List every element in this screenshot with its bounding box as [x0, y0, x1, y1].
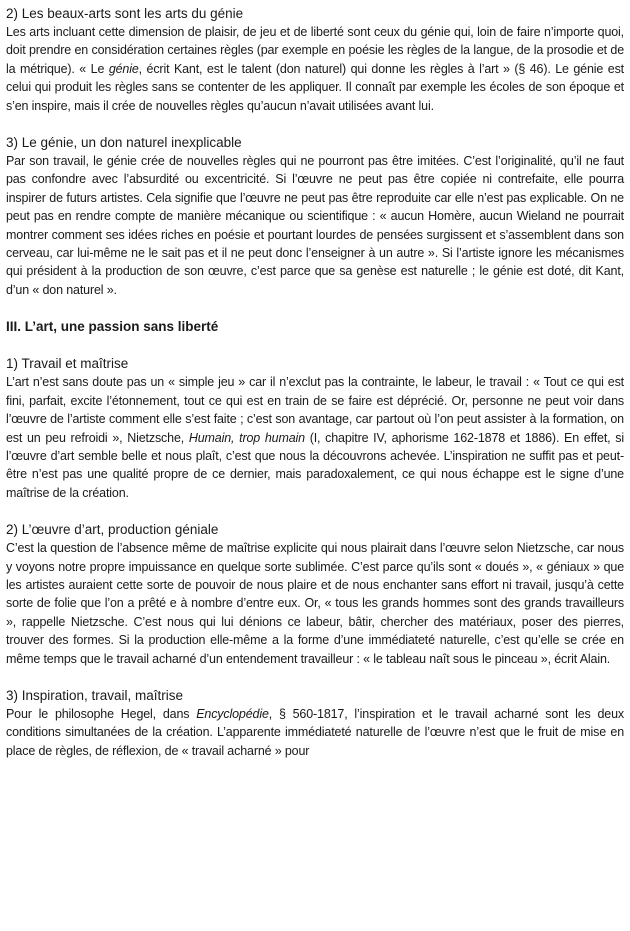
section-paragraph: [6, 23, 624, 115]
text-run: , § 560-1817, l’inspiration et le travail acharné sont les deux conditions simultanées de la création. L’apparente immédiateté naturelle de l’œuvre n’est que le fruit de mise en place de règles, de réflexion, de « travail acharné » pour: [6, 706, 624, 758]
text-run-italic: génie: [108, 61, 139, 76]
section-heading: 2) L’œuvre d’art, production géniale: [6, 522, 219, 538]
section-oeuvre-geniale: [6, 521, 624, 668]
section-heading: 3) Inspiration, travail, maîtrise: [6, 687, 184, 703]
part-heading-iii: [6, 318, 624, 336]
section-paragraph: [6, 152, 624, 299]
text-run: Pour le philosophe Hegel, dans: [6, 706, 197, 721]
text-run-italic: Humain, trop humain: [188, 430, 305, 445]
section-heading: 2) Les beaux-arts sont les arts du génie: [6, 6, 244, 21]
text-run: Les arts incluant cette dimension de plaisir, de jeu et de liberté sont ceux du génie qui, loin de faire n’importe quoi, doit prendre en considération certaines règles (par exemple en poésie les règles de la langue, de la prosodie et de la métrique). « Le: [6, 25, 624, 76]
text-run-italic: Encyclopédie: [196, 706, 269, 721]
section-genie-don-naturel: [6, 134, 624, 299]
text-run: Par son travail, le génie crée de nouvelles règles qui ne pourront pas être imitées. C’est l’originalité, qu’il ne faut pas confondre avec l’absurdité ou excentricité. Si l’œuvre ne peut pas être copiée ni contrefaite, elle pourra inspirer de futurs artistes. Cela signifie que l’œuvre ne peut pas être reproduite car elle n’est pas explicable. On ne peut pas en rendre compte de manière mécanique ou scientifique : « aucun Homère, aucun Wieland ne pourrait montrer comment ses idées riches en poésie et pourtant lourdes de pensées surgissent et s’assemblent dans son cerveau, car lui-même ne le sait pas et il ne peut donc l’enseigner à un autre ». Si l’artiste ignore les mécanismes qui président à la production de son œuvre, c’est parce que sa genèse est naturelle ; le génie est doté, dit Kant, d’un « don naturel ».: [6, 154, 624, 297]
part-title: III. L’art, une passion sans liberté: [6, 319, 219, 335]
text-run: C’est la question de l’absence même de maîtrise explicite qui nous plairait dans l’œuvre selon Nietzsche, car nous y voyons notre propre impuissance en quelque sorte sublimée. C’est parce qu’ils sont « doués », « géniaux » que les artistes auraient cette sorte de pouvoir de nous plaire et de nous enchanter sans effort ni travail, jusqu’à cette sorte de folie que l’on a prêté e à nombre d’entre eux. Or, « tous les grands hommes sont des grands travailleurs », rappelle Nietzsche. C’est nous qui lui dénions ce labeur, bâtir, chercher des matériaux, poser des pierres, trouver des formes. Si la production elle-même a la forme d’une immédiateté naturelle, c’est qu’elle se crée en même temps que le travail acharné d’un entendement travailleur : « le tableau naît sous le pinceau », écrit Alain.: [6, 541, 624, 666]
text-run: (I, chapitre IV, aphorisme 162-1878 et 1886). En effet, si l’œuvre d’art semble belle et nous plaît, c’est que nous la découvrons achevée. L’inspiration ne suffit pas et peut-être n’est pas une qualité propre de ce dernier, mais paradoxalement, ce qui nous échappe est le signe d’une maîtrise de la création.: [6, 430, 624, 500]
section-heading: 3) Le génie, un don naturel inexplicable: [6, 135, 242, 151]
section-travail-maitrise: [6, 355, 624, 502]
section-paragraph: [6, 373, 624, 502]
section-paragraph: [6, 705, 624, 760]
section-paragraph: [6, 539, 624, 668]
section-heading: 1) Travail et maîtrise: [6, 356, 129, 372]
text-run: L’art n’est sans doute pas un « simple jeu » car il n’exclut pas la contrainte, le labeur, le travail : « Tout ce qui est fini, parfait, excite l’étonnement, tout ce qui est en train de se faire est déprécié. Or, personne ne peut voir dans l’œuvre de l’artiste comment elle s’est faite ; c’est son avantage, car partout où l’on peut assister à la formation, on est un peu refroidi », Nietzsche,: [6, 375, 624, 445]
text-run: , écrit Kant, est le talent (don naturel) qui donne les règles à l’art » (§ 46). Le génie est celui qui produit les règles sans se contenter de les appliquer. Il connaît par exemple les écoles de son époque et s’en inspire, mais il crée de nouvelles règles qu’aucun n’avait utilisées avant lui.: [6, 61, 624, 113]
section-inspiration-travail: [6, 687, 624, 760]
section-beaux-arts: [6, 5, 624, 115]
